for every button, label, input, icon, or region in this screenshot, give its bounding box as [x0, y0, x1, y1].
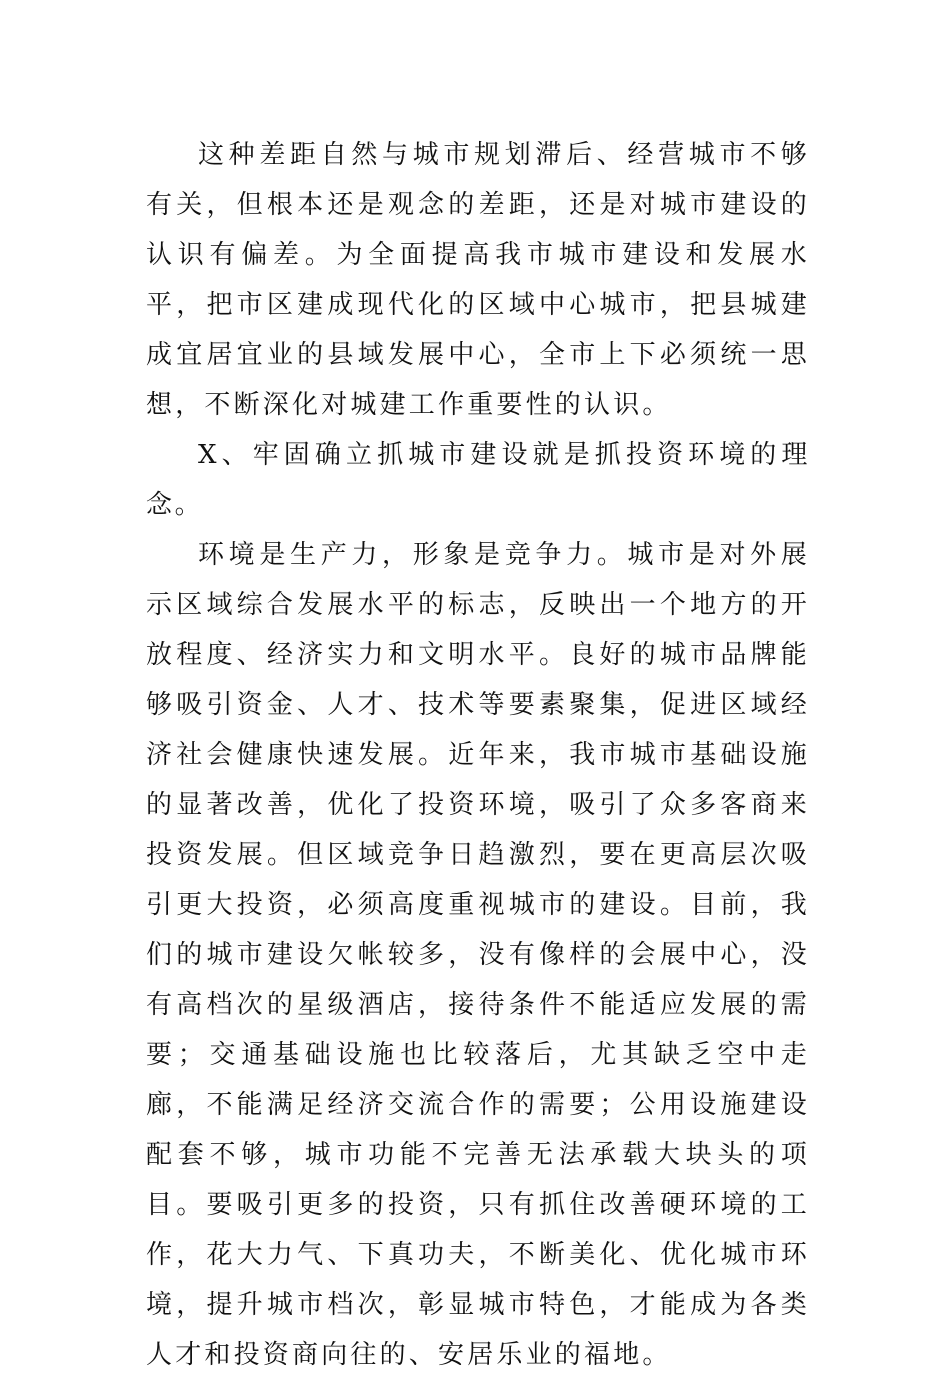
paragraph-gap-reason: 这种差距自然与城市规划滞后、经营城市不够有关，但根本还是观念的差距，还是对城市建设的认识有偏差。为全面提高我市城市建设和发展水平，把市区建成现代化的区域中心城市，把县城建成宜居宜业的县域发展中心，全市上下必须统一思想，不断深化对城建工作重要性的认识。 [146, 140, 810, 420]
paragraph-environment-competitiveness: 环境是生产力，形象是竞争力。城市是对外展示区域综合发展水平的标志，反映出一个地方的开放程度、经济实力和文明水平。良好的城市品牌能够吸引资金、人才、技术等要素聚集，促进区域经济社会健康快速发展。近年来，我市城市基础设施的显著改善，优化了投资环境，吸引了众多客商来投资发展。但区域竞争日趋激烈，要在更高层次吸引更大投资，必须高度重视城市的建设。目前，我们的城市建设欠帐较多，没有像样的会展中心，没有高档次的星级酒店，接待条件不能适应发展的需要；交通基础设施也比较落后，尤其缺乏空中走廊，不能满足经济交流合作的需要；公用设施建设配套不够，城市功能不完善无法承载大块头的项目。要吸引更多的投资，只有抓住改善硬环境的工作，花大力气、下真功夫，不断美化、优化城市环境，提升城市档次，彰显城市特色，才能成为各类人才和投资商向往的、安居乐业的福地。 [146, 540, 810, 1370]
section-heading-investment-environment: X、牢固确立抓城市建设就是抓投资环境的理念。 [146, 440, 810, 520]
document-body [146, 130, 810, 1380]
